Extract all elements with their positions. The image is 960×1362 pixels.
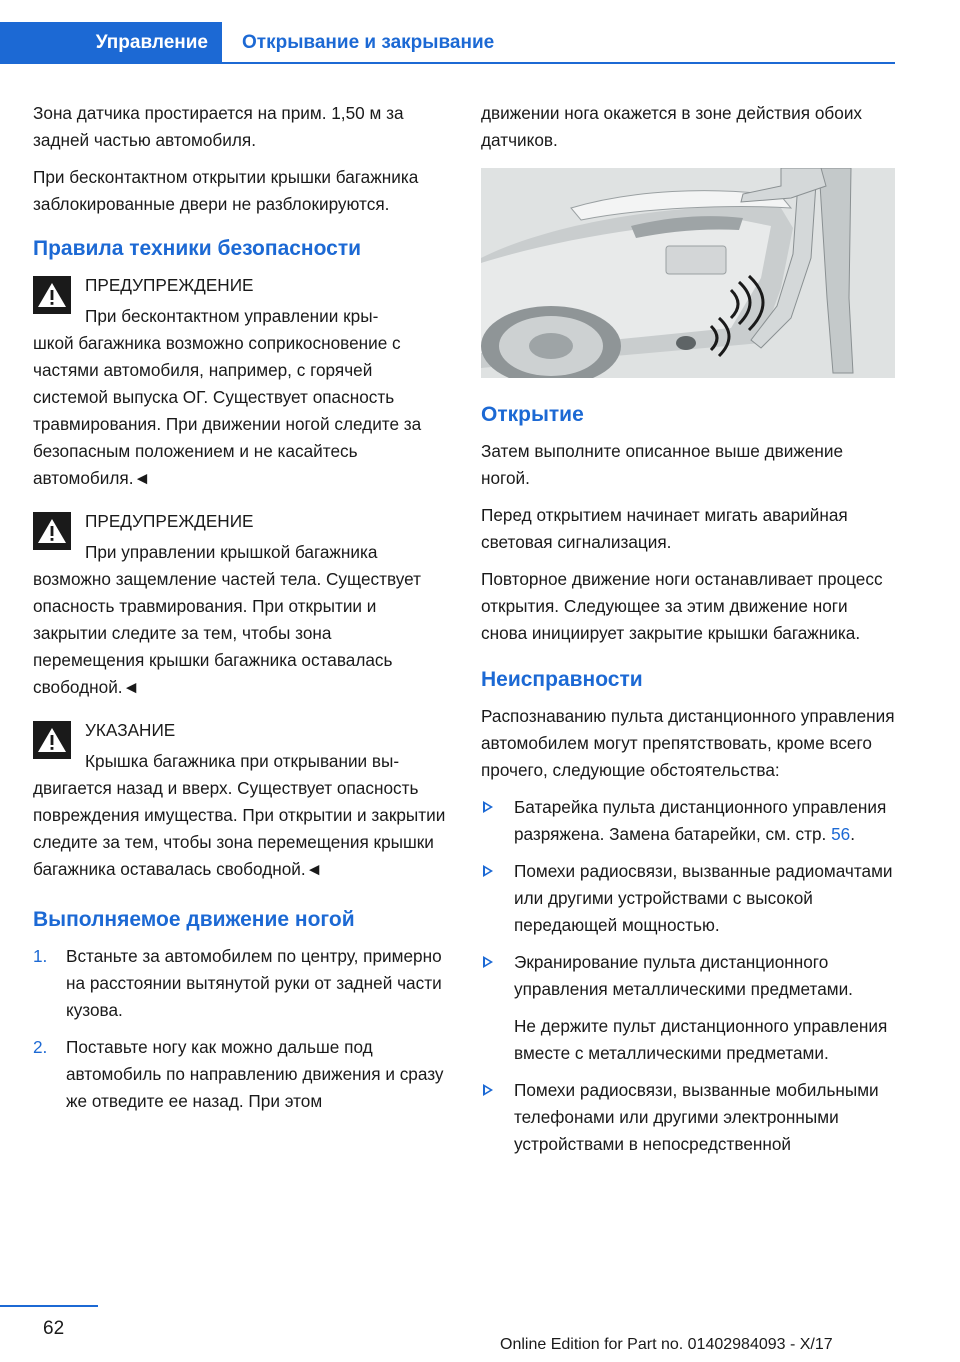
list-item (481, 949, 895, 1067)
notice-text-rest: двигается назад и вверх. Существует опасность повреждения имущества. При открытии и закрытии следите за тем, чтобы зона перемещения крышки багажника оставалась свободной.◄ (33, 778, 446, 879)
bullet-triangle-icon (483, 865, 493, 877)
footer-rule (0, 1305, 98, 1307)
header-rule (222, 62, 895, 64)
notice-text (33, 748, 447, 883)
paragraph-faults: Распознаванию пульта дистанционного управления автомобилем могут препятствовать, кроме всего прочего, следующие обстоятельства: (481, 706, 895, 780)
warning-text-rest: шкой багажника возможно соприкосновение с частями автомобиля, например, с горячей системой выпуска ОГ. Существует опасность травмирования. При движении ногой следите за безопасным положением и не касайтесь автомобиля.◄ (33, 333, 422, 488)
bullet-note: Не держите пульт дистанционного управления вместе с металлическими предметами. (514, 1016, 888, 1063)
step-text: Поставьте ногу как можно дальше под автомобиль по направлению движения и сразу же отведите ее назад. При этом (66, 1037, 444, 1111)
paragraph-open-3: Повторное движение ноги останавливает процесс открытия. Следующее за этим движение ноги снова инициирует закрытие крышки багажника. (481, 569, 883, 643)
notice-triangle-icon (33, 721, 71, 759)
left-column (33, 100, 447, 1125)
footer-edition: Online Edition for Part no. 01402984093 - X/17 (500, 1336, 833, 1353)
paragraph-unlock: При бесконтактном открытии крышки багажника заблокированные двери не разблокируются. (33, 167, 419, 214)
bullet-triangle-icon (483, 956, 493, 968)
steps-list (33, 943, 447, 1115)
list-item (481, 858, 895, 939)
heading-opening: Открытие (481, 403, 584, 426)
paragraph-sensor-zone: Зона датчика простирается на прим. 1,50 м за задней частью автомобиля. (33, 103, 404, 150)
warning-title: ПРЕДУПРЕЖДЕНИЕ (85, 275, 254, 295)
warning-text-rest: возможно защемление частей тела. Существует опасность травмирования. При открытии и закрытии следите за тем, чтобы зона перемещения крышки багажника оставалась свободной.◄ (33, 569, 421, 697)
list-item (33, 943, 447, 1024)
step-text: Встаньте за автомобилем по центру, примерно на расстоянии вытянутой руки от задней части кузова. (66, 946, 442, 1020)
paragraph-open-2: Перед открытием начинает мигать аварийная световая сигнализация. (481, 505, 848, 552)
bullet-triangle-icon (483, 1084, 493, 1096)
heading-foot-motion: Выполняемое движение ногой (33, 908, 355, 931)
header-tab-active: Управление (0, 22, 222, 64)
car-rear-illustration (481, 168, 895, 378)
page-reference-link[interactable]: 56 (831, 824, 851, 844)
right-column (481, 100, 895, 1168)
warning-triangle-icon (33, 276, 71, 314)
warning-text (33, 303, 447, 492)
notice-block (33, 717, 447, 883)
bullet-triangle-icon (483, 801, 493, 813)
warning-text-first: При бесконтактном управлении кры- (85, 306, 379, 326)
bullet-text: Помехи радиосвязи, вызванные мобильными телефонами или другими электронными устройствами в непосредственной (514, 1080, 879, 1154)
warning-text (33, 539, 447, 701)
header-tab-section: Открывание и закрывание (242, 32, 495, 53)
page-number: 62 (43, 1318, 65, 1339)
list-item (33, 1034, 447, 1115)
bullet-text: Экранирование пульта дистанционного управления металлическими предметами. (514, 952, 853, 999)
warning-text-first: При управлении крышкой багажника (85, 542, 378, 562)
step-number: 2. (33, 1037, 48, 1057)
warning-title: ПРЕДУПРЕЖДЕНИЕ (85, 511, 254, 531)
heading-faults: Неисправности (481, 668, 643, 691)
warning-block (33, 508, 447, 701)
bullet-text: Батарейка пульта дистанционного управления разряжена. Замена батарейки, см. стр. (514, 797, 887, 844)
warning-triangle-icon (33, 512, 71, 550)
step-number: 1. (33, 946, 48, 966)
fault-list (481, 794, 895, 1158)
list-item (481, 794, 895, 848)
notice-title: УКАЗАНИЕ (85, 720, 176, 740)
heading-safety: Правила техники безопасности (33, 237, 362, 260)
paragraph-continued: движении нога окажется в зоне действия обоих датчиков. (481, 103, 863, 150)
illustration-foot-sensor (481, 168, 895, 378)
warning-block (33, 272, 447, 492)
notice-text-first: Крышка багажника при открывании вы- (85, 751, 400, 771)
bullet-text: Помехи радиосвязи, вызванные радиомачтами или другими устройствами с высокой передающей мощностью. (514, 861, 893, 935)
paragraph-open-1: Затем выполните описанное выше движение ногой. (481, 441, 844, 488)
bullet-text-end: . (850, 824, 855, 844)
list-item (481, 1077, 895, 1158)
